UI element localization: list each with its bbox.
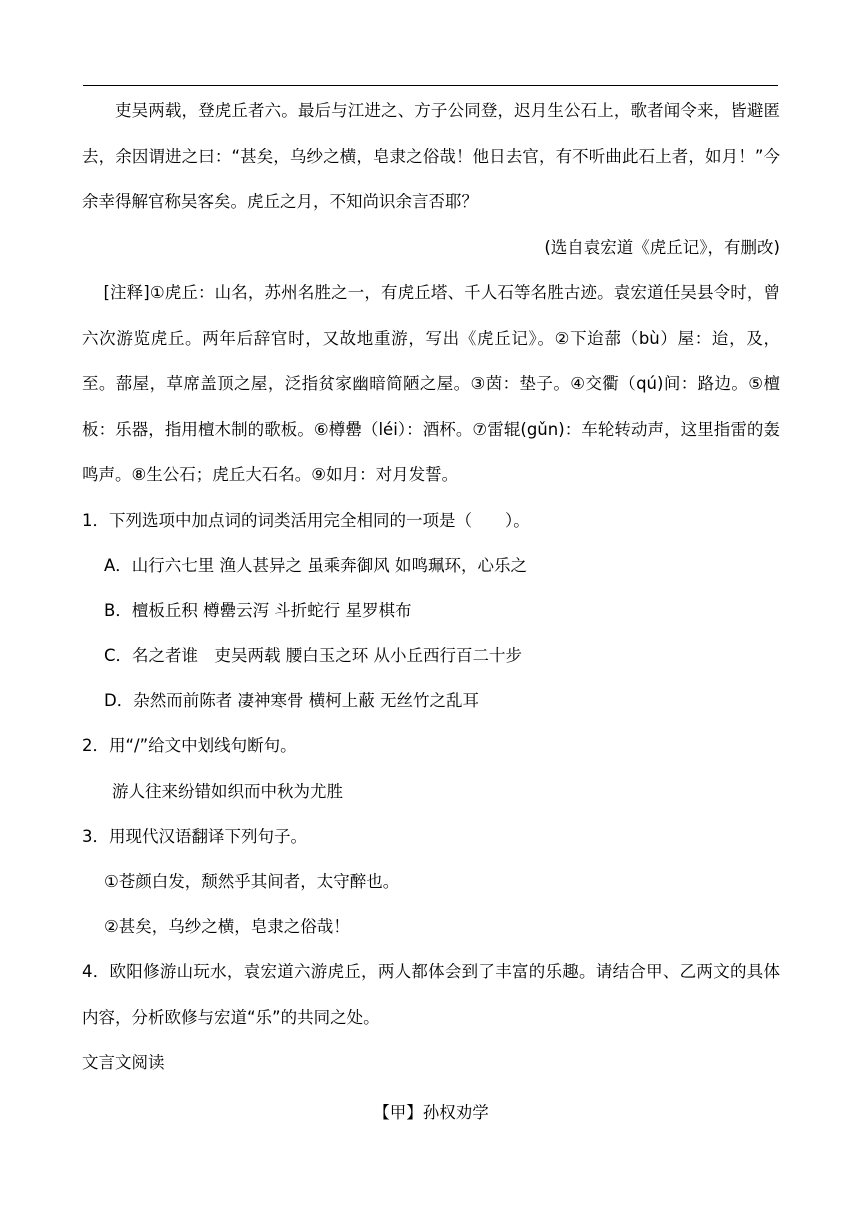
question-1-stem: 1．下列选项中加点词的词类活用完全相同的一项是（ ）。 bbox=[82, 510, 530, 530]
passage-source: (选自袁宏道《虎丘记》，有删改) bbox=[544, 237, 780, 257]
question-1-option-d: D．杂然而前陈者 凄神寒骨 横柯上蔽 无丝竹之乱耳 bbox=[104, 691, 479, 710]
document-page bbox=[82, 88, 780, 1135]
question-1-option-a: A．山行六七里 渔人甚异之 虽乘奔御风 如鸣珮环，心乐之 bbox=[104, 556, 528, 575]
question-3-stem: 3．用现代汉语翻译下列句子。 bbox=[82, 826, 307, 846]
section-title: 【甲】孙权劝学 bbox=[373, 1102, 489, 1122]
question-3-sentence-2: ②甚矣，乌纱之横，皂隶之俗哉！ bbox=[104, 917, 350, 936]
question-1-option-b: B．檀板丘积 樽罍云泻 斗折蛇行 星罗棋布 bbox=[104, 601, 412, 620]
question-4-stem: 4．欧阳修游山玩水，袁宏道六游虎丘，两人都体会到了丰富的乐趣。请结合甲、乙两文的具体内容，分析欧修与宏道“乐”的共同之处。 bbox=[82, 962, 780, 1027]
question-2-sentence: 游人往来纷错如织而中秋为尤胜 bbox=[112, 781, 343, 801]
annotation-notes: [注释]①虎丘：山名，苏州名胜之一，有虎丘塔、千人石等名胜古迹。袁宏道任吴县令时，曾六次游览虎丘。两年后辞官时，又故地重游，写出《虎丘记》。②下迨蔀（bù）屋：迨，及，至。蔀屋，草席盖顶之屋，泛指贫家幽暗简陋之屋。③茵：垫子。④交衢（qú)间：路边。⑤檀板：乐器，指用檀木制的歌板。⑥樽罍（léi）：酒杯。⑦雷辊(gǔn)：车轮转动声，这里指雷的轰鸣声。⑧生公石；虎丘大石名。⑨如月：对月发誓。 bbox=[82, 283, 780, 484]
question-3-sentence-1: ①苍颜白发，颓然乎其间者，太守醉也。 bbox=[104, 872, 400, 891]
section-label: 文言文阅读 bbox=[82, 1053, 165, 1072]
passage-paragraph: 吏吴两载，登虎丘者六。最后与江进之、方子公同登，迟月生公石上，歌者闻令来，皆避匿去，余因谓进之曰：“甚矣，乌纱之横，皂隶之俗哉！他日去官，有不听曲此石上者，如月！”今余幸得解官称吴客矣。虎丘之月，不知尚识余言否耶？ bbox=[82, 101, 780, 211]
top-rule bbox=[83, 85, 778, 86]
question-2-stem: 2．用“/”给文中划线句断句。 bbox=[82, 736, 297, 755]
question-1-option-c: C．名之者谁 吏吴两载 腰白玉之环 从小丘西行百二十步 bbox=[104, 646, 523, 665]
